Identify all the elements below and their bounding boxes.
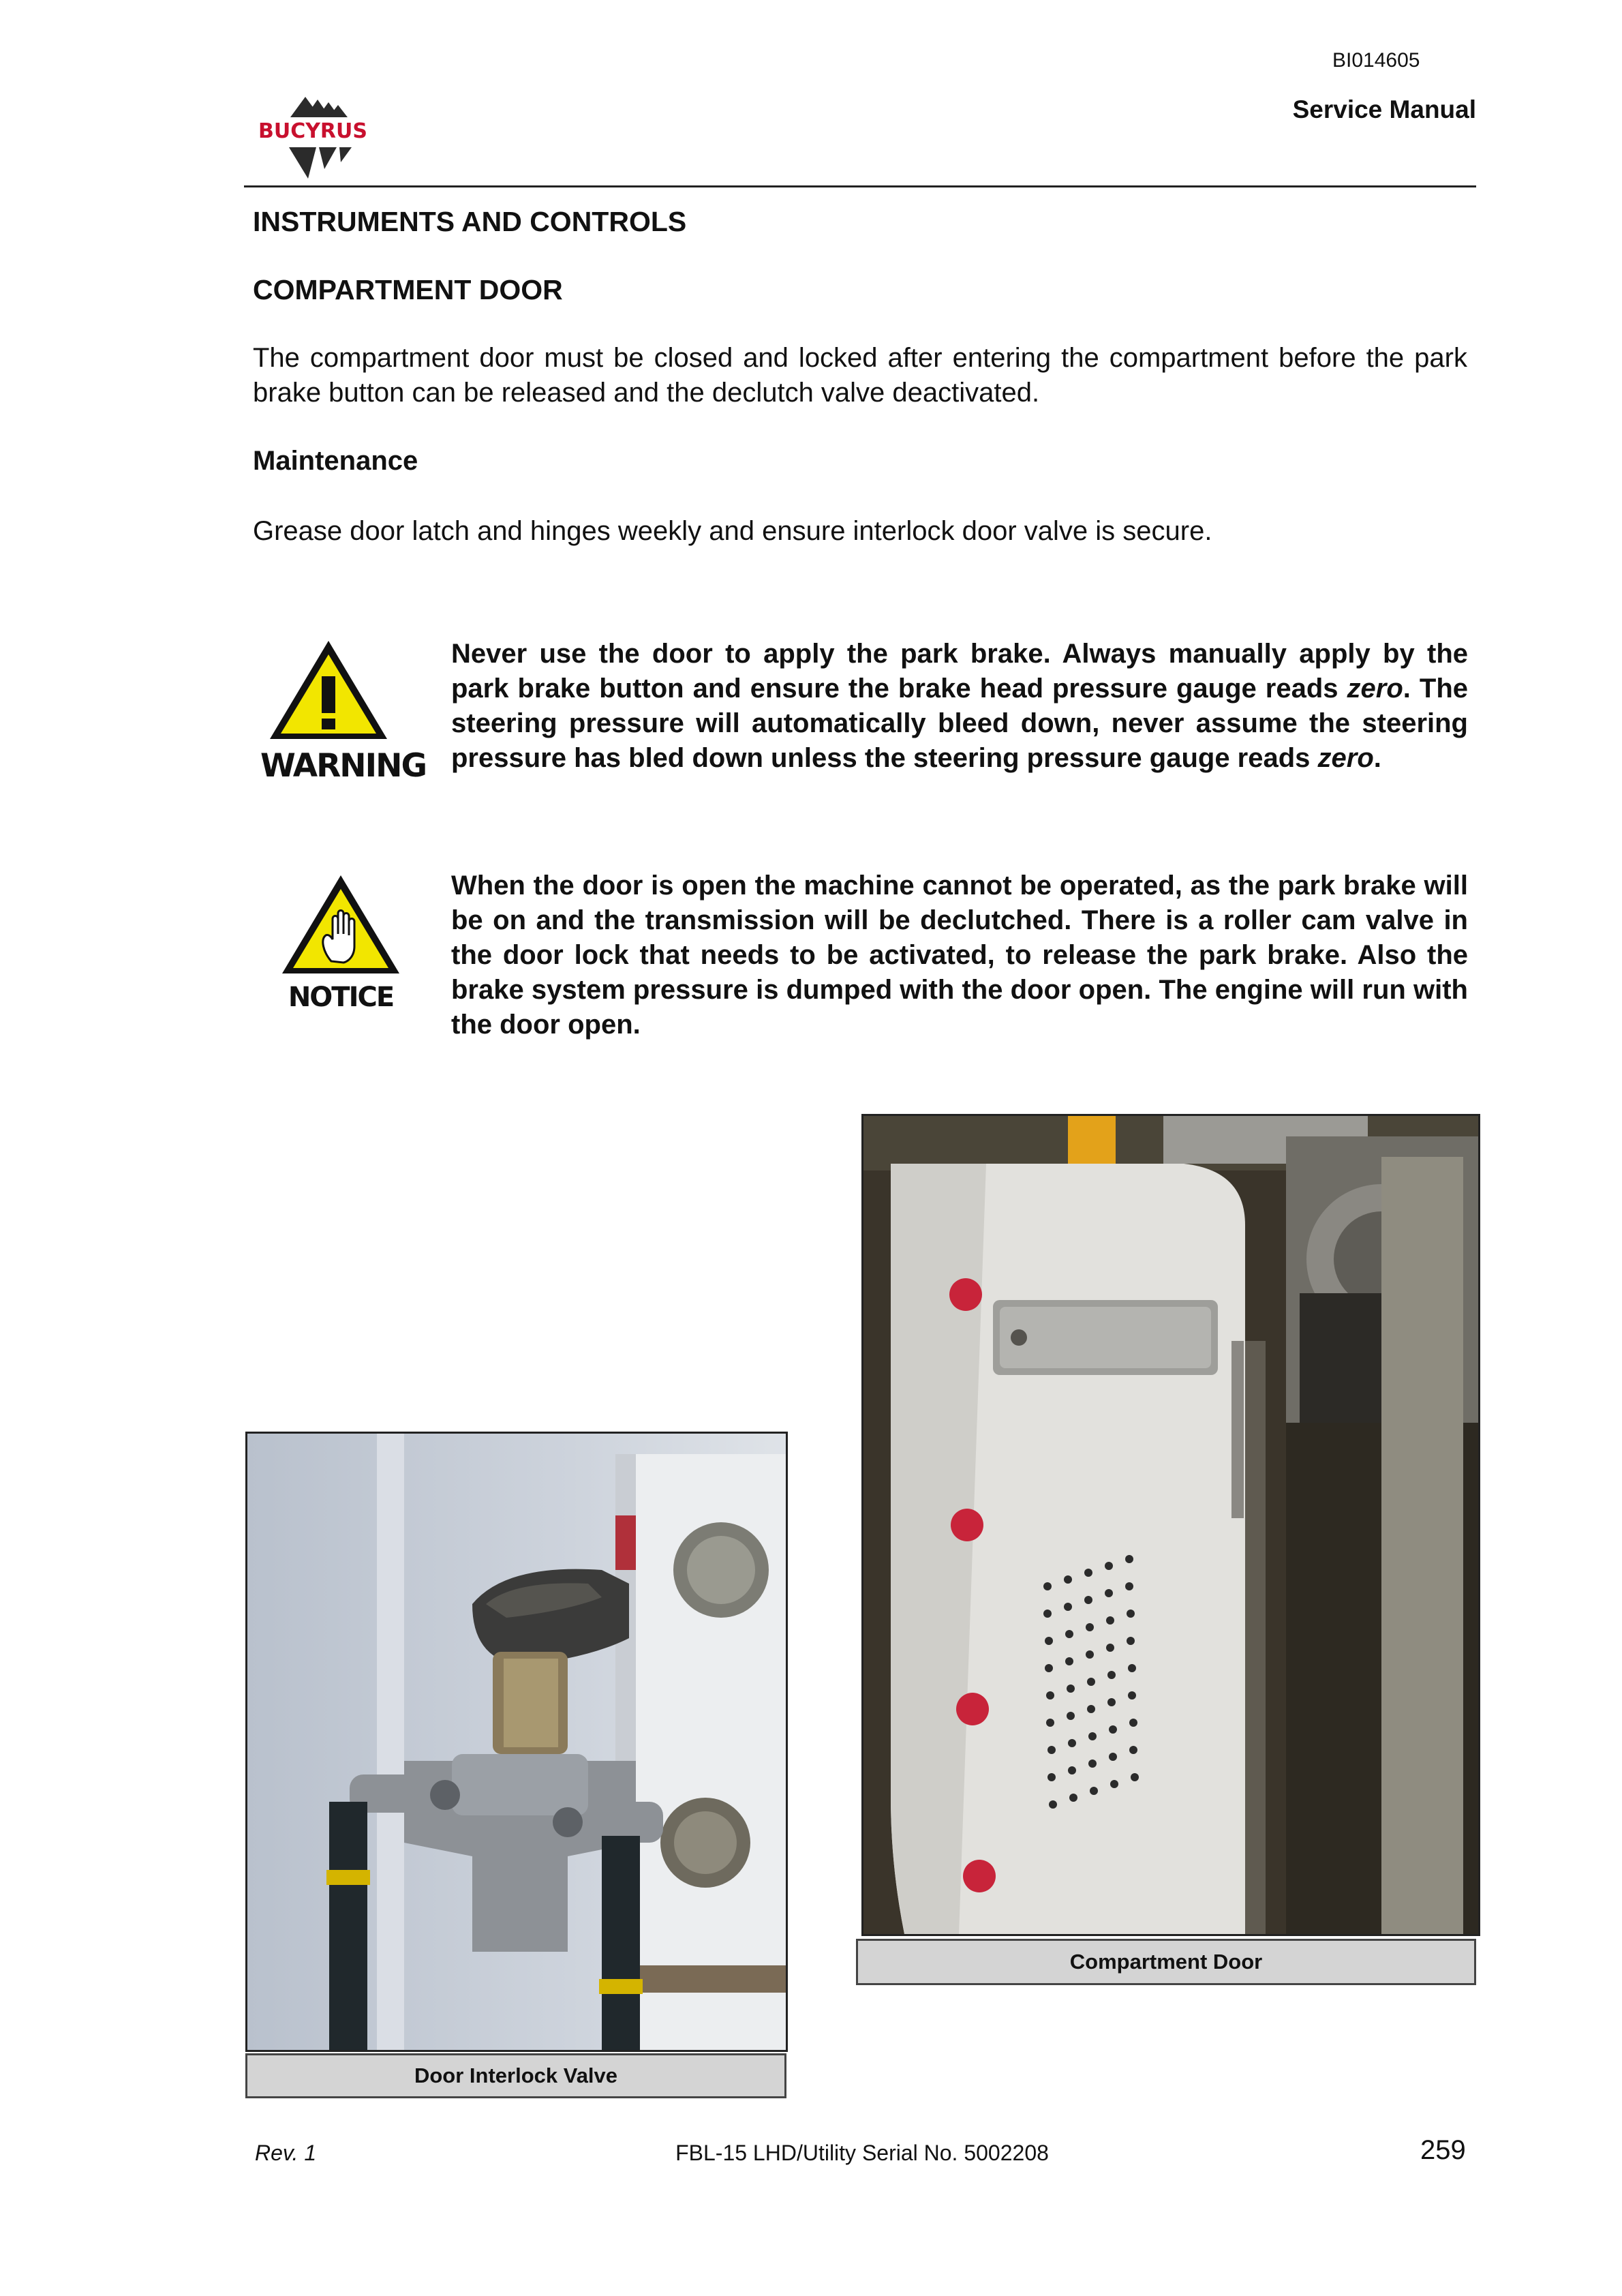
warning-text-part-1: Never use the door to apply the park brake. Always manually apply by the park brake button and ensure the brake head pressure gauge reads [451,639,1468,704]
warning-emphasis-2: zero [1317,743,1374,773]
notice-text: When the door is open the machine cannot be operated, as the park brake will be on and the transmission will be declutched. There is a roller cam valve in the door lock that needs to be activated, to release the park brake. Also the brake system pressure is dumped with the door open. The engine will run with the door open. [451,871,1468,1040]
warning-sign [260,637,427,785]
subsection-title: COMPARTMENT DOOR [253,274,563,305]
hand-stop-icon [278,871,403,978]
door-interlock-valve-caption: Door Interlock Valve [245,2053,786,2098]
intro-paragraph: The compartment door must be closed and locked after entering the compartment before the park brake button can be released and the declutch valve deactivated. [253,343,1467,408]
maintenance-heading: Maintenance [253,446,418,476]
compartment-door-photo [861,1114,1480,1936]
svg-text:BUCYRUS: BUCYRUS [258,119,368,143]
header-divider [244,185,1476,187]
warning-exclamation-icon [266,637,391,743]
maintenance-text: Grease door latch and hinges weekly and ensure interlock door valve is secure. [253,516,1212,546]
footer-serial-number: FBL-15 LHD/Utility Serial No. 5002208 [675,2141,1049,2165]
section-title: INSTRUMENTS AND CONTROLS [253,206,687,237]
door-interlock-valve-photo [245,1432,788,2052]
warning-emphasis-1: zero [1347,674,1403,704]
manual-title: Service Manual [1292,95,1476,123]
document-id: BI014605 [1332,49,1420,72]
warning-text-part-2: . The steering pressure will automatically bleed down, never assume the steering pressure has bled down unless the steering pressure gauge reads [451,674,1469,773]
notice-sign [273,871,409,1013]
notice-label: NOTICE [288,982,394,1013]
warning-text-part-3: . [1373,743,1381,773]
footer-revision: Rev. 1 [255,2141,317,2165]
warning-label: WARNING [260,747,427,785]
page-number: 259 [1420,2135,1466,2165]
warning-text [451,637,1468,776]
bucyrus-logo [243,91,383,180]
compartment-door-caption: Compartment Door [856,1939,1476,1985]
